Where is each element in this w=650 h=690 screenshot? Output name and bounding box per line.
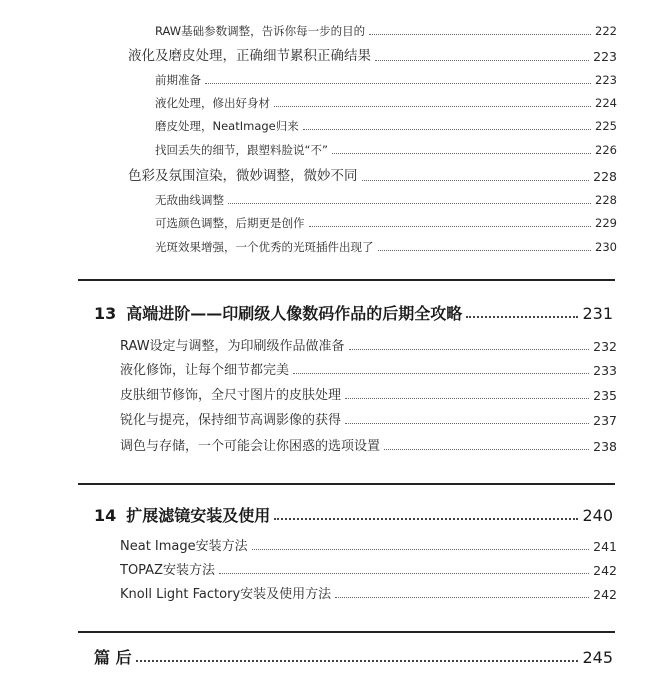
toc-entry[interactable] — [120, 364, 617, 377]
toc-entry-title: RAW基础参数调整，告诉你每一步的目的 — [155, 24, 366, 38]
toc-entry-title: RAW设定与调整，为印刷级作品做准备 — [120, 339, 345, 354]
toc-entry-page: 238 — [593, 438, 617, 454]
toc-entry[interactable] — [155, 242, 617, 254]
chapter-title: 扩展滤镜安装及使用 — [126, 506, 271, 525]
toc-entry-title: 液化处理，修出好身材 — [155, 96, 270, 110]
toc-entry[interactable] — [120, 588, 617, 601]
chapter-14-heading[interactable] — [94, 508, 613, 524]
leader-dots — [466, 316, 578, 318]
toc-entry-page: 225 — [595, 119, 617, 133]
toc-entry[interactable] — [155, 145, 617, 157]
afterword-page: 245 — [582, 648, 613, 667]
leader-dots — [228, 203, 591, 204]
toc-entry[interactable] — [120, 414, 617, 427]
leader-dots — [378, 250, 592, 251]
toc-entry-title: 皮肤细节修饰，全尺寸图片的皮肤处理 — [120, 388, 342, 403]
toc-entry-title: 可选颜色调整，后期更是创作 — [155, 216, 305, 230]
toc-entry-title: TOPAZ安装方法 — [120, 563, 215, 578]
toc-entry[interactable] — [155, 75, 617, 87]
toc-entry[interactable] — [120, 440, 617, 453]
toc-entry-page: 237 — [593, 412, 617, 428]
leader-dots — [252, 549, 590, 550]
toc-entry-title: Neat Image安装方法 — [120, 539, 248, 554]
leader-dots — [309, 226, 592, 227]
toc-entry-page: 226 — [595, 143, 617, 157]
chapter-page: 240 — [582, 506, 613, 525]
leader-dots — [303, 129, 591, 130]
leader-dots — [274, 106, 591, 107]
leader-dots — [362, 180, 590, 181]
leader-dots — [332, 153, 591, 154]
toc-entry-title: 光斑效果增强，一个优秀的光斑插件出现了 — [155, 240, 374, 254]
chapter-13-heading[interactable] — [94, 306, 613, 322]
toc-entry[interactable] — [128, 170, 617, 184]
toc-entry-title: 液化修饰，让每个细节都完美 — [120, 363, 290, 378]
toc-entry[interactable] — [155, 218, 617, 230]
toc-entry-title: 磨皮处理，NeatImage归来 — [155, 119, 299, 133]
chapter-page: 231 — [582, 304, 613, 323]
toc-entry[interactable] — [120, 564, 617, 577]
afterword-title: 篇 后 — [94, 648, 132, 667]
toc-entry-page: 235 — [593, 387, 617, 403]
leader-dots — [293, 373, 589, 374]
toc-entry-title: 色彩及氛围渲染，微妙调整，微妙不同 — [128, 168, 358, 184]
toc-entry-title: Knoll Light Factory安装及使用方法 — [120, 587, 332, 602]
toc-entry-title: 调色与存储，一个可能会让你困惑的选项设置 — [120, 439, 381, 454]
afterword-heading[interactable] — [94, 650, 613, 666]
toc-entry-title: 无敌曲线调整 — [155, 193, 224, 207]
toc-entry[interactable] — [155, 26, 617, 38]
leader-dots — [274, 518, 578, 520]
leader-dots — [136, 660, 579, 662]
toc-entry[interactable] — [120, 340, 617, 353]
toc-entry-page: 242 — [593, 562, 617, 578]
toc-entry[interactable] — [120, 389, 617, 402]
leader-dots — [349, 349, 590, 350]
toc-entry[interactable] — [155, 195, 617, 207]
chapter-number: 13 — [94, 304, 117, 323]
toc-entry-page: 242 — [593, 586, 617, 602]
leader-dots — [369, 34, 591, 35]
leader-dots — [375, 60, 589, 61]
section-divider — [78, 483, 615, 485]
toc-entry-page: 228 — [593, 169, 617, 184]
toc-entry-title: 锐化与提亮，保持细节高调影像的获得 — [120, 413, 342, 428]
section-divider — [78, 631, 615, 633]
toc-entry-page: 224 — [595, 96, 617, 110]
toc-entry-page: 232 — [593, 338, 617, 354]
toc-entry[interactable] — [128, 50, 617, 64]
toc-entry-page: 233 — [593, 362, 617, 378]
toc-entry[interactable] — [120, 540, 617, 553]
toc-entry-page: 229 — [595, 216, 617, 230]
toc-entry-title: 液化及磨皮处理，正确细节累积正确结果 — [128, 48, 371, 64]
toc-entry-title: 前期准备 — [155, 73, 201, 87]
section-divider — [78, 279, 615, 281]
toc-entry-page: 222 — [595, 24, 617, 38]
toc-entry-page: 223 — [593, 49, 617, 64]
chapter-number: 14 — [94, 506, 117, 525]
chapter-title: 高端进阶——印刷级人像数码作品的后期全攻略 — [126, 304, 463, 323]
leader-dots — [219, 573, 589, 574]
toc-entry-page: 241 — [593, 538, 617, 554]
leader-dots — [345, 423, 589, 424]
toc-entry-title: 找回丢失的细节，跟塑料脸说“不” — [155, 143, 328, 157]
leader-dots — [205, 83, 591, 84]
leader-dots — [335, 597, 589, 598]
toc-entry[interactable] — [155, 98, 617, 110]
leader-dots — [384, 449, 589, 450]
toc-entry-page: 228 — [595, 193, 617, 207]
toc-entry-page: 230 — [595, 240, 617, 254]
leader-dots — [345, 398, 589, 399]
toc-entry[interactable] — [155, 121, 617, 133]
toc-entry-page: 223 — [595, 73, 617, 87]
